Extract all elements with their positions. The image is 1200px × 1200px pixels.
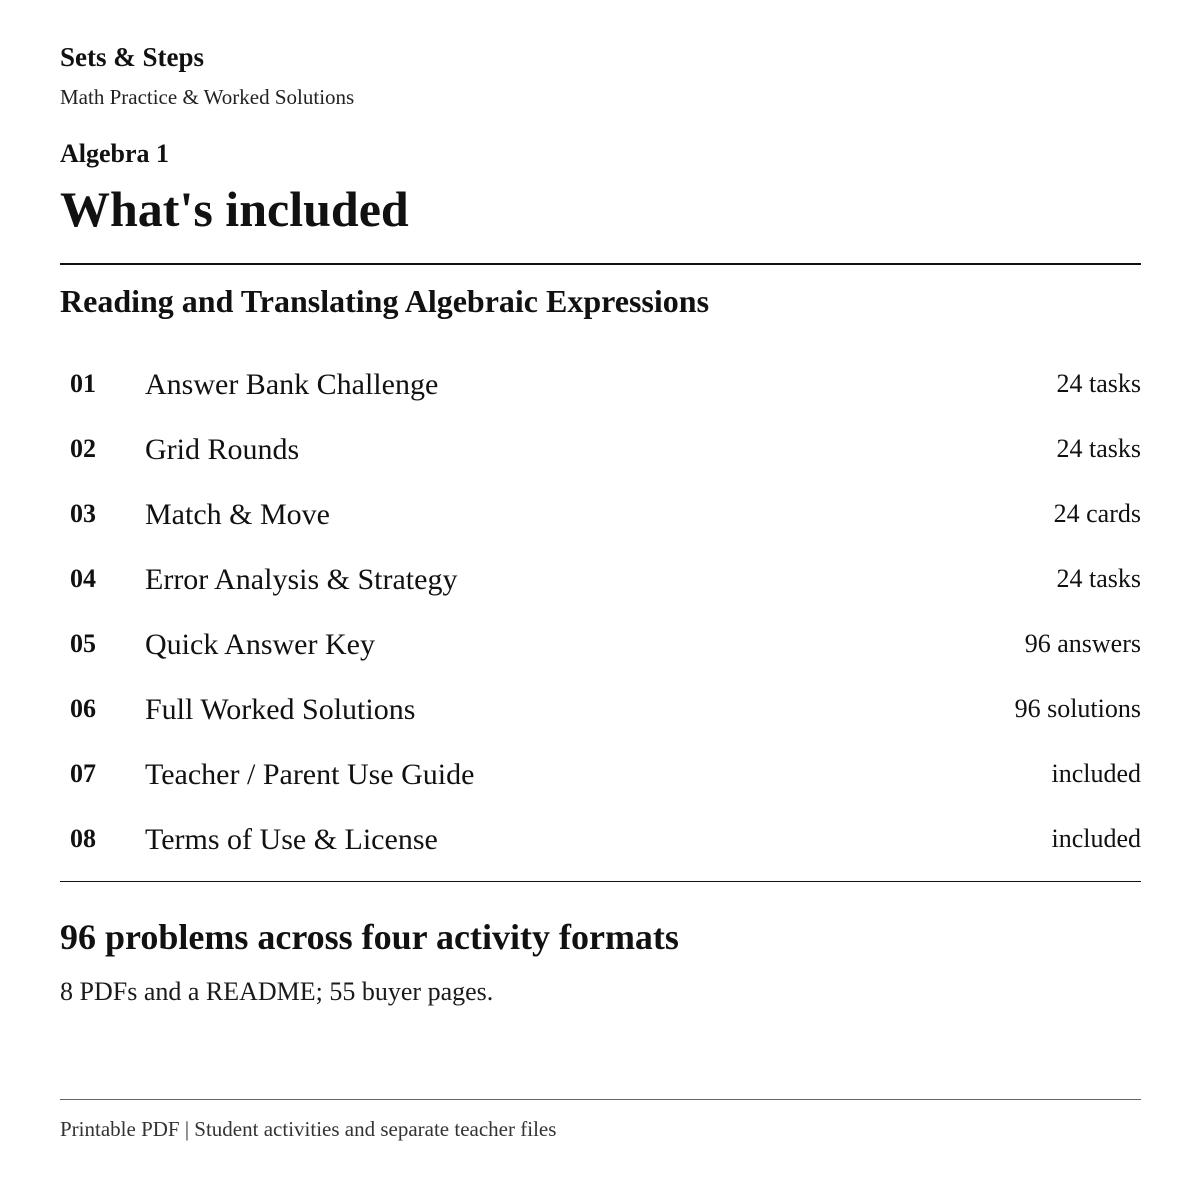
item-label: Grid Rounds	[145, 433, 300, 466]
item-label: Match & Move	[145, 498, 330, 531]
item-count: 24 tasks	[1056, 369, 1141, 398]
item-count: 24 cards	[1053, 499, 1141, 528]
item-number: 06	[70, 694, 96, 723]
item-number: 03	[70, 499, 96, 528]
contents-divider	[60, 881, 1141, 882]
contents-item	[60, 418, 1141, 483]
item-label: Teacher / Parent Use Guide	[145, 758, 475, 791]
item-number: 05	[70, 629, 96, 658]
page-title: What's included	[60, 181, 409, 237]
contents-item	[60, 743, 1141, 808]
contents-list	[60, 353, 1141, 873]
item-label: Terms of Use & License	[145, 823, 438, 856]
summary-detail: 8 PDFs and a README; 55 buyer pages.	[60, 977, 494, 1006]
summary-heading: 96 problems across four activity formats	[60, 917, 679, 957]
item-count: included	[1051, 824, 1141, 853]
item-count: 96 solutions	[1014, 694, 1141, 723]
item-label: Full Worked Solutions	[145, 693, 416, 726]
contents-item	[60, 613, 1141, 678]
section-title: Reading and Translating Algebraic Expressions	[60, 283, 710, 319]
item-label: Answer Bank Challenge	[145, 368, 439, 401]
item-count: 24 tasks	[1056, 564, 1141, 593]
brand-tagline: Math Practice & Worked Solutions	[60, 85, 355, 109]
item-number: 02	[70, 434, 96, 463]
item-count: 24 tasks	[1056, 434, 1141, 463]
brand-name: Sets & Steps	[60, 42, 205, 72]
contents-item	[60, 483, 1141, 548]
footer-note: Printable PDF | Student activities and separate teacher files	[60, 1117, 557, 1141]
item-label: Quick Answer Key	[145, 628, 375, 661]
item-number: 08	[70, 824, 96, 853]
item-number: 01	[70, 369, 96, 398]
item-number: 04	[70, 564, 96, 593]
footer-divider	[60, 1099, 1141, 1100]
contents-item	[60, 548, 1141, 613]
product-sheet	[60, 0, 1141, 1200]
item-count: 96 answers	[1024, 629, 1141, 658]
contents-item	[60, 808, 1141, 873]
course-label: Algebra 1	[60, 139, 170, 168]
contents-item	[60, 353, 1141, 418]
item-number: 07	[70, 759, 96, 788]
item-label: Error Analysis & Strategy	[145, 563, 458, 596]
contents-item	[60, 678, 1141, 743]
item-count: included	[1051, 759, 1141, 788]
header-divider	[60, 263, 1141, 265]
